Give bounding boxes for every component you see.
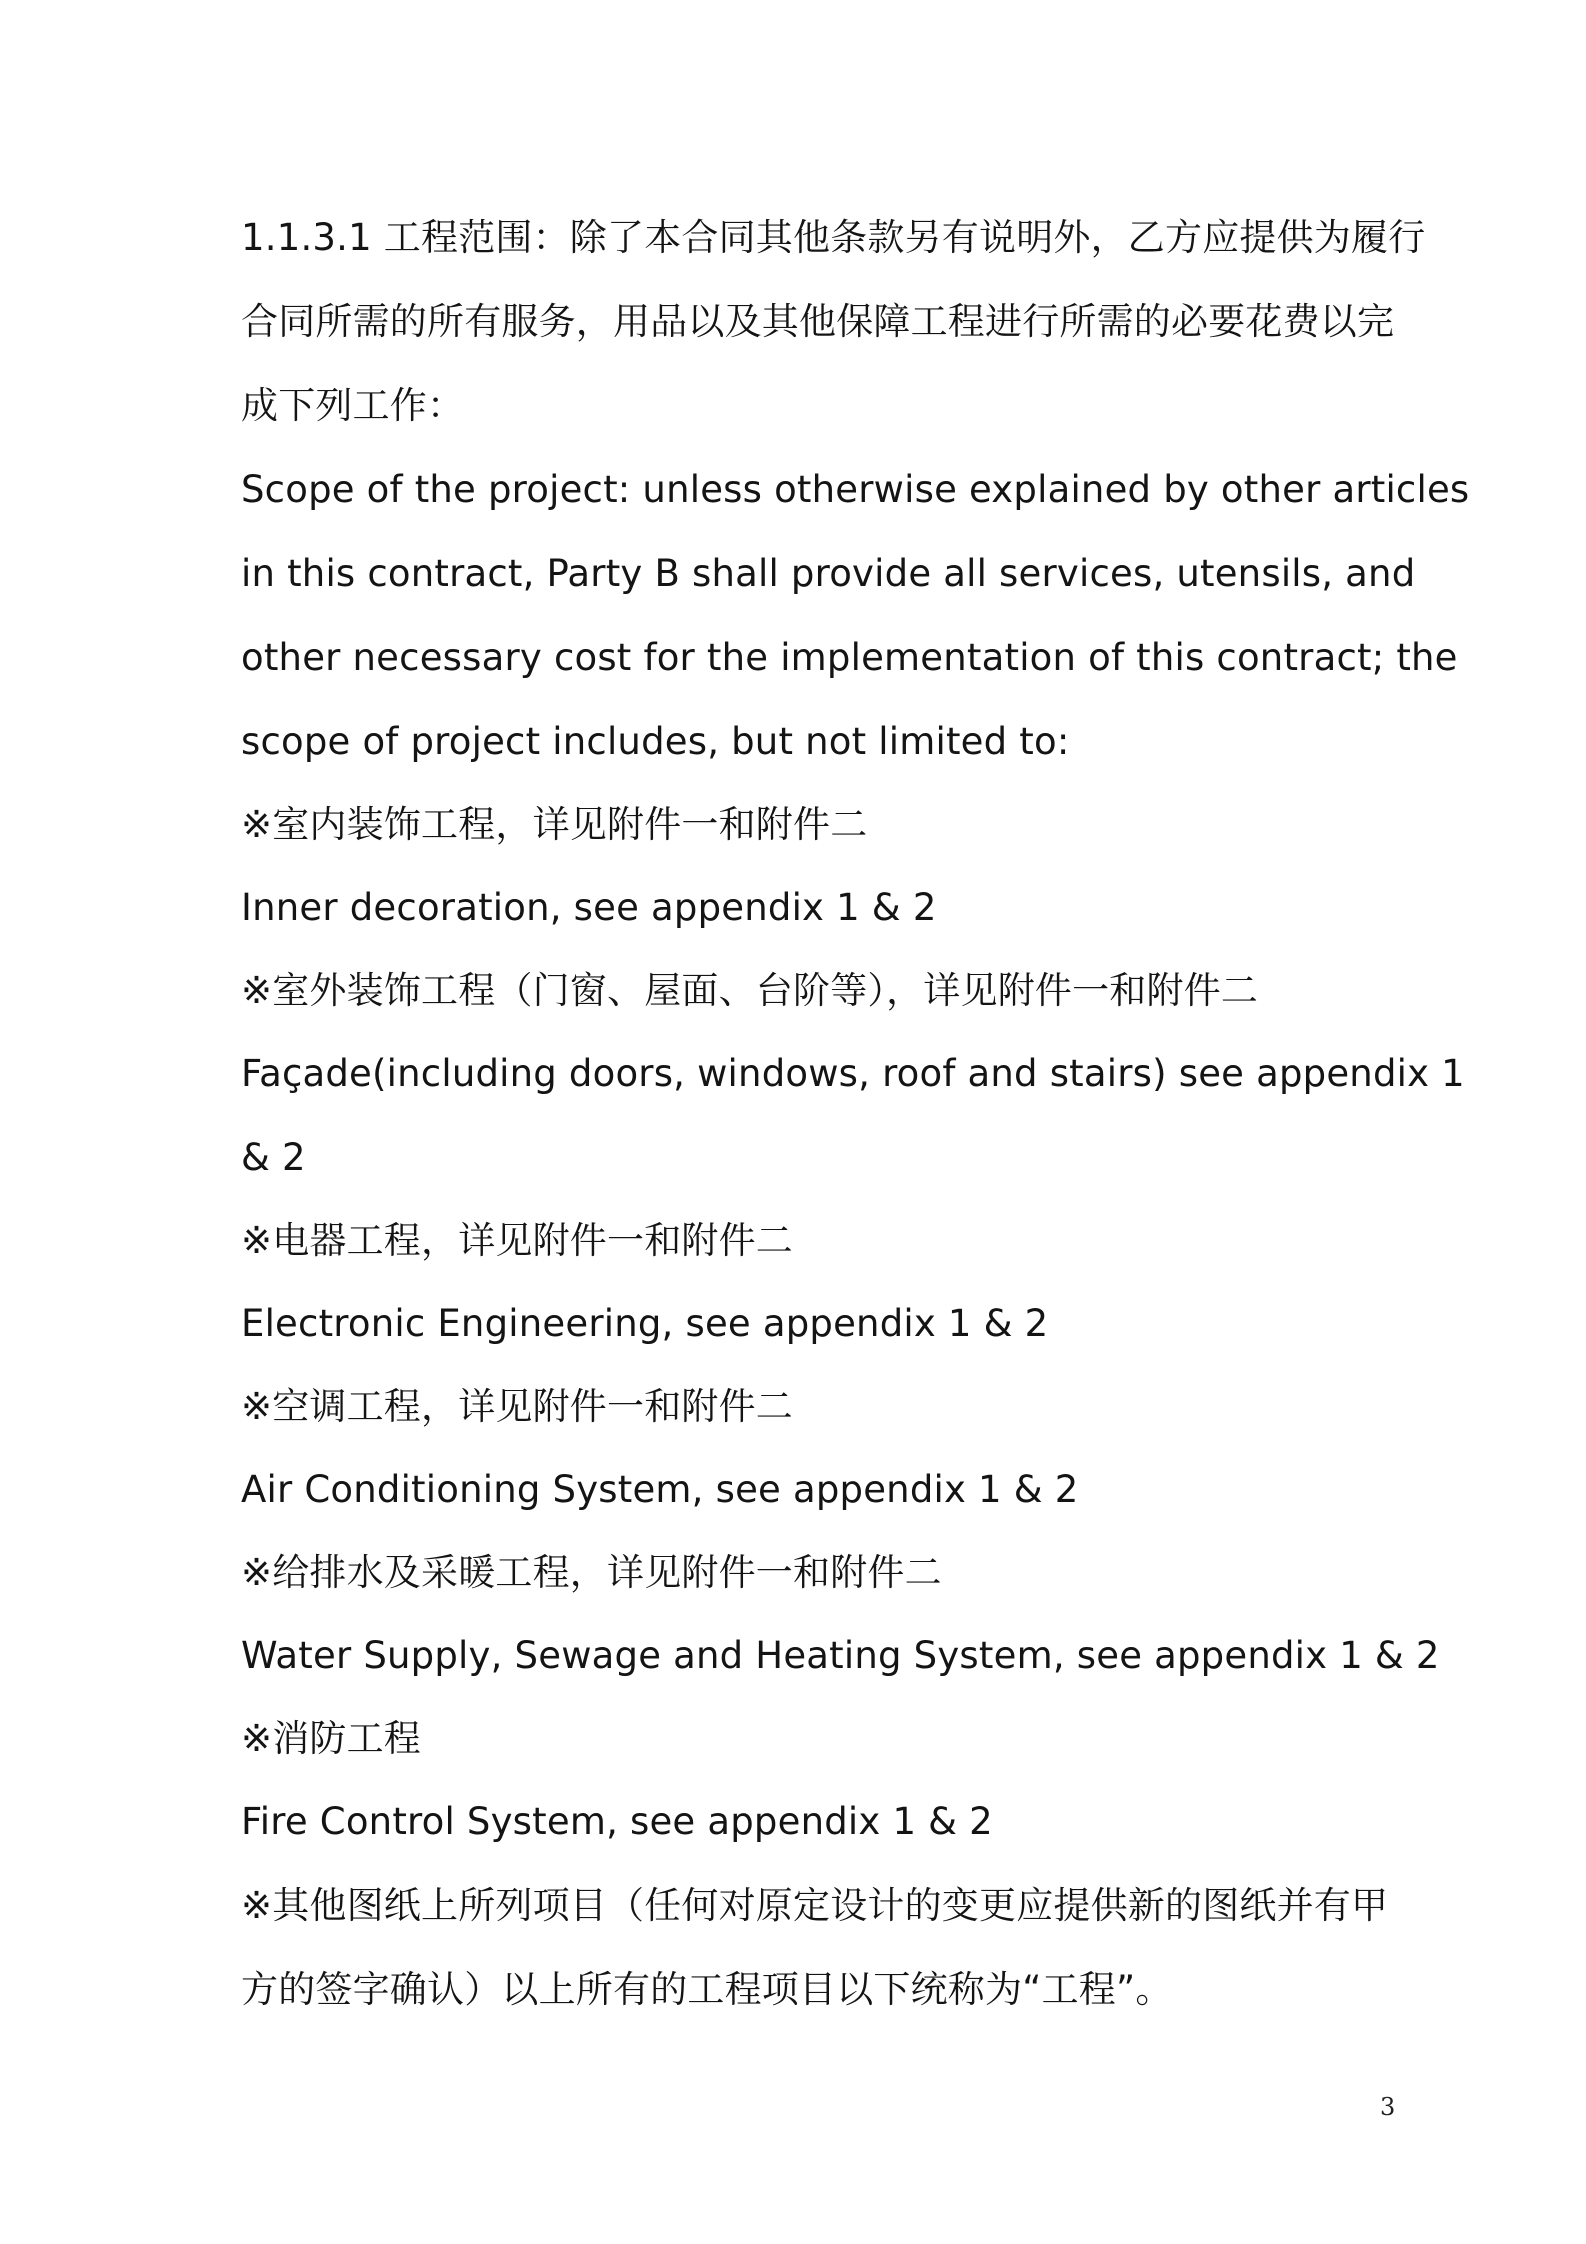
- item-air-conditioning-zh: ※空调工程，详见附件一和附件二: [241, 1385, 794, 1428]
- item-facade-en-line-2: & 2: [241, 1136, 306, 1179]
- clause-zh-line-3: 成下列工作：: [241, 384, 465, 427]
- item-inner-decoration-en: Inner decoration, see appendix 1 & 2: [241, 886, 937, 929]
- item-facade-zh: ※室外装饰工程（门窗、屋面、台阶等），详见附件一和附件二: [241, 969, 1259, 1012]
- item-inner-decoration-zh: ※室内装饰工程，详见附件一和附件二: [241, 803, 868, 846]
- item-water-supply-zh: ※给排水及采暖工程，详见附件一和附件二: [241, 1551, 942, 1594]
- page-number: 3: [1380, 2093, 1396, 2121]
- item-fire-control-en: Fire Control System, see appendix 1 & 2: [241, 1800, 993, 1843]
- item-electronic-zh: ※电器工程，详见附件一和附件二: [241, 1219, 794, 1262]
- item-electronic-en: Electronic Engineering, see appendix 1 & 2: [241, 1302, 1049, 1345]
- item-other-drawings-zh-line-2: 方的签字确认）以上所有的工程项目以下统称为“工程”。: [241, 1968, 1173, 2011]
- item-facade-en-line-1: Façade(including doors, windows, roof and stairs) see appendix 1: [241, 1052, 1465, 1095]
- document-body: [241, 196, 1470, 2032]
- clause-en-line-2: in this contract, Party B shall provide all services, utensils, and: [241, 552, 1416, 595]
- item-fire-control-zh: ※消防工程: [241, 1717, 422, 1760]
- clause-zh-line-2: 合同所需的所有服务，用品以及其他保障工程进行所需的必要花费以完: [241, 300, 1395, 343]
- item-water-supply-en: Water Supply, Sewage and Heating System, see appendix 1 & 2: [241, 1634, 1440, 1677]
- item-air-conditioning-en: Air Conditioning System, see appendix 1 & 2: [241, 1468, 1079, 1511]
- clause-en-line-3: other necessary cost for the implementation of this contract; the: [241, 636, 1458, 679]
- clause-zh-line-1: 1.1.3.1 工程范围：除了本合同其他条款另有说明外，乙方应提供为履行: [241, 216, 1426, 259]
- clause-en-line-1: Scope of the project: unless otherwise explained by other articles: [241, 468, 1470, 511]
- item-other-drawings-zh-line-1: ※其他图纸上所列项目（任何对原定设计的变更应提供新的图纸并有甲: [241, 1884, 1389, 1927]
- clause-en-line-4: scope of project includes, but not limited to:: [241, 720, 1070, 763]
